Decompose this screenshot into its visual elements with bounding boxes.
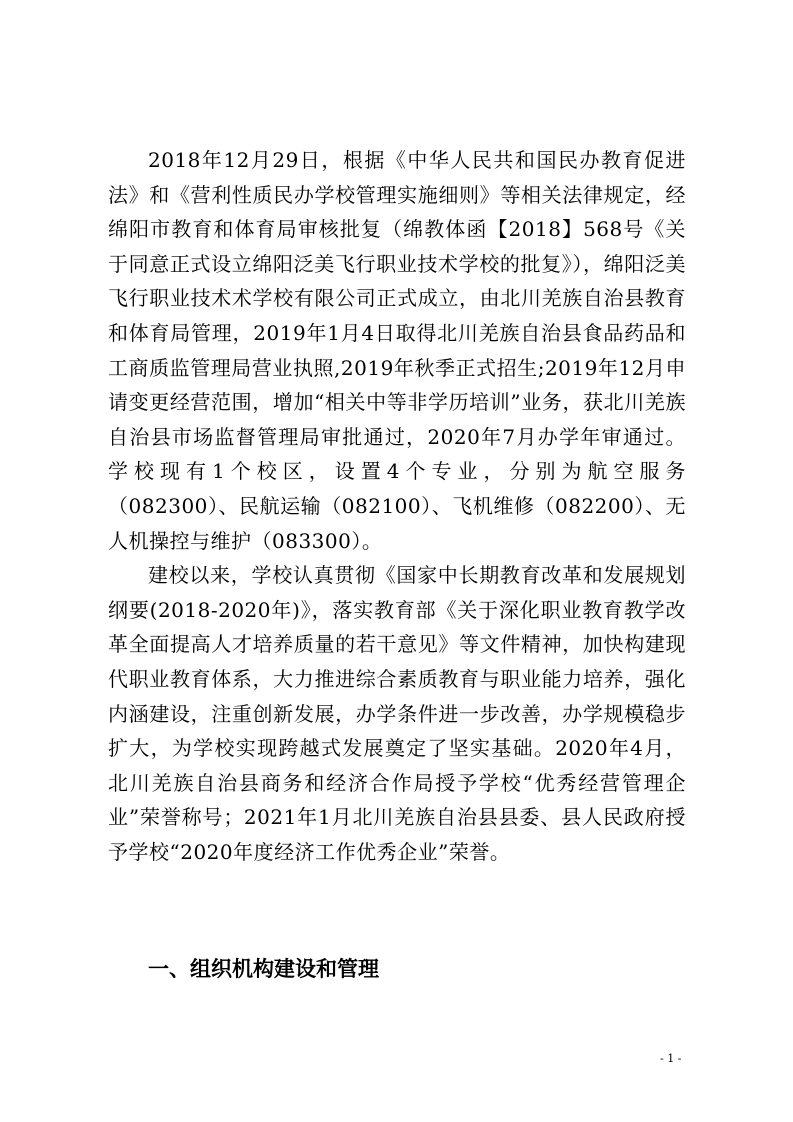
section-heading: 一、组织机构建设和管理 [148,957,379,981]
paragraph-development: 建校以来，学校认真贯彻《国家中长期教育改革和发展规划纲要(2018-2020年)》，落实教育部《关于深化职业教育教学改革全面提高人才培养质量的若干意见》等文件精神，加快构建现代职业教育体系，大力推进综合素质教育与职业能力培养，强化内涵建设，注重创新发展，办学条件进一步改善，办学规模稳步扩大，为学校实现跨越式发展奠定了坚实基础。2020年4月，北川羌族自治县商务和经济合作局授予学校“优秀经营管理企业”荣誉称号；2021年1月北川羌族自治县县委、县人民政府授予学校“2020年度经济工作优秀企业”荣誉。 [108,563,686,864]
document-body [108,143,686,869]
paragraph-founding: 2018年12月29日，根据《中华人民共和国民办教育促进法》和《营利性质民办学校管理实施细则》等相关法律规定，经绵阳市教育和体育局审核批复（绵教体函【2018】568号《关于同意正式设立绵阳泛美飞行职业技术学校的批复》），绵阳泛美飞行职业技术术学校有限公司正式成立，由北川羌族自治县教育和体育局管理，2019年1月4日取得北川羌族自治县食品药品和工商质监管理局营业执照,2019年秋季正式招生;2019年12月申请变更经营范围，增加“相关中等非学历培训”业务，获北川羌族自治县市场监督管理局审批通过，2020年7月办学年审通过。学校现有1个校区，设置4个专业，分别为航空服务（082300）、民航运输（082100）、飞机维修（082200）、无人机操控与维护（083300）。 [108,148,686,553]
page-number: - 1 - [660,1052,682,1065]
